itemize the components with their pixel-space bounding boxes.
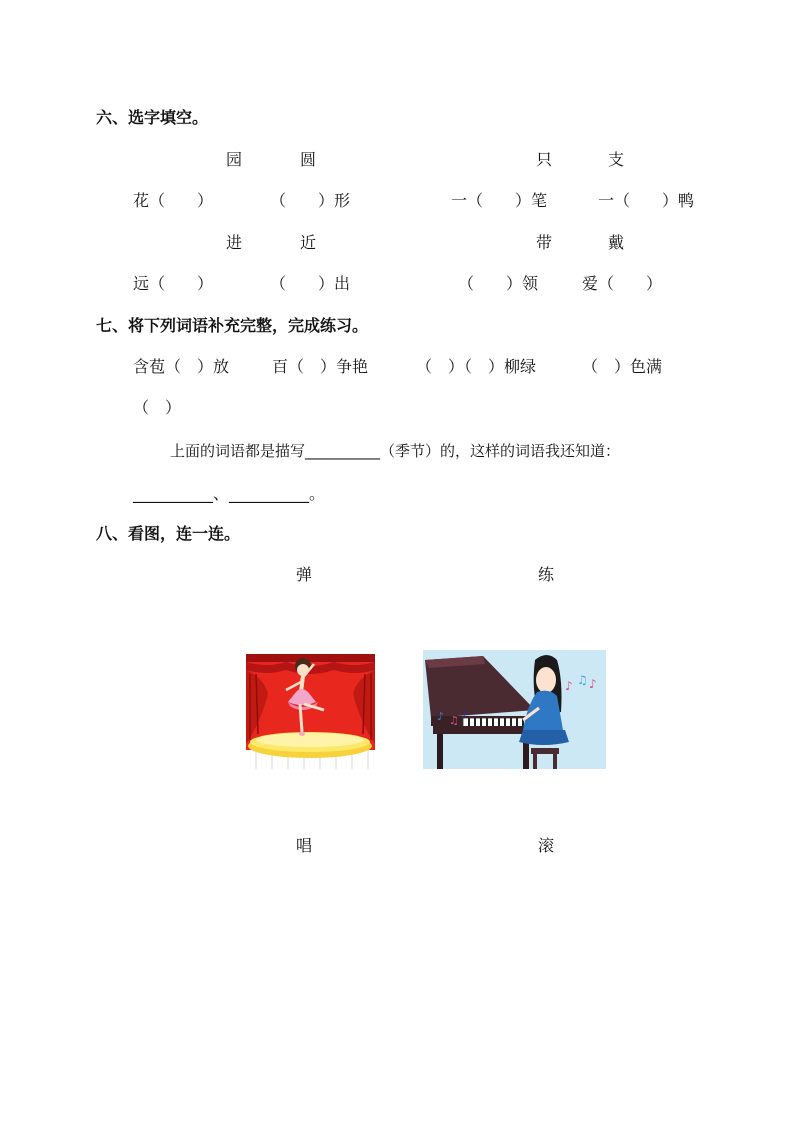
fill-item[interactable]: 爱（ ） (582, 274, 663, 293)
choice-char: 近 (300, 233, 317, 252)
svg-text:♪: ♪ (589, 677, 597, 691)
fill-item[interactable]: （ ）出 (270, 274, 351, 293)
svg-text:♪: ♪ (437, 710, 445, 723)
season-question: 上面的词语都是描写__________（季节）的，这样的词语我还知道： (170, 442, 621, 460)
match-char[interactable]: 弹 (296, 565, 313, 584)
choice-char: 带 (536, 233, 553, 252)
fill-item[interactable]: 远（ ） (133, 274, 214, 293)
svg-text:♪: ♪ (565, 679, 573, 693)
choice-char: 园 (226, 150, 243, 169)
idiom-phrase[interactable]: 百（ ）争艳 (272, 357, 369, 376)
match-char[interactable]: 练 (538, 565, 555, 584)
fill-item[interactable]: 一（ ）笔 (451, 191, 548, 210)
choice-char: 戴 (608, 233, 625, 252)
answer-blanks[interactable]: __________、__________。 (133, 484, 326, 503)
match-char[interactable]: 唱 (296, 836, 313, 855)
fill-item[interactable]: 一（ ）鸭 (598, 191, 695, 210)
fill-item[interactable]: 花（ ） (133, 191, 214, 210)
match-char[interactable]: 滚 (538, 836, 555, 855)
svg-text:♪: ♪ (461, 708, 469, 721)
choice-char: 圆 (300, 150, 317, 169)
section7-heading: 七、将下列词语补充完整，完成练习。 (96, 316, 369, 335)
idiom-phrase[interactable]: （ ）色满 (582, 357, 663, 376)
choice-char: 只 (536, 150, 553, 169)
ballet-dancer-picture[interactable] (246, 654, 375, 769)
section6-heading: 六、选字填空。 (96, 108, 209, 127)
fill-item[interactable]: （ ）领 (458, 274, 539, 293)
choice-char: 进 (226, 233, 243, 252)
piano-girl-picture[interactable] (423, 650, 606, 769)
fill-item[interactable]: （ ）形 (270, 191, 351, 210)
svg-text:♫: ♫ (449, 714, 459, 727)
svg-text:♫: ♫ (577, 673, 588, 687)
idiom-phrase-tail[interactable]: （ ） (133, 398, 182, 417)
choice-char: 支 (608, 150, 625, 169)
idiom-phrase[interactable]: 含苞（ ）放 (133, 357, 230, 376)
section8-heading: 八、看图，连一连。 (96, 524, 241, 543)
idiom-phrase[interactable]: （ ）（ ）柳绿 (416, 357, 537, 376)
